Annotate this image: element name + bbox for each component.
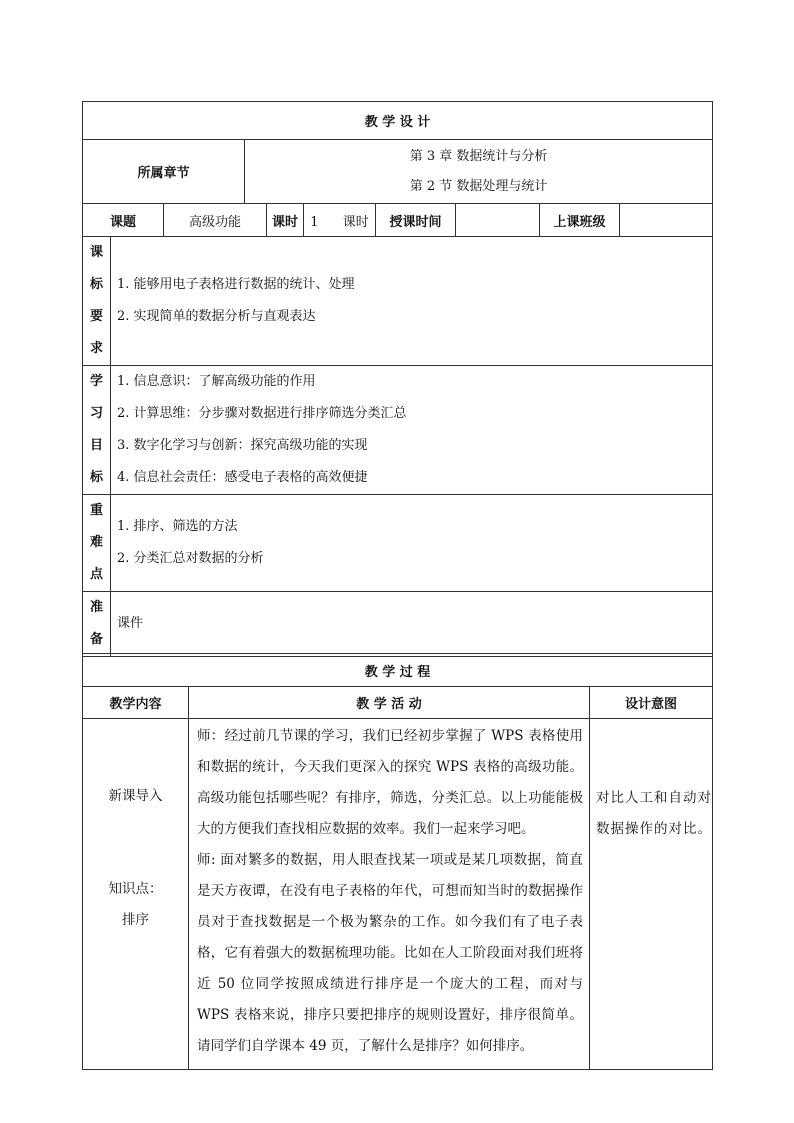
keypoints-label: 重 难 点 bbox=[83, 495, 111, 592]
activity-cell bbox=[189, 719, 590, 1070]
hours-label: 课时 bbox=[267, 204, 304, 237]
activity-paragraph-2: 师: 面对繁多的数据，用人眼查找某一项或是某几项数据，简直是天方夜谭，在没有电子表格的年代，可想而知当时的数据操作员对于查找数据是一个极为繁杂的工作。如今我们有了电子表格，它有着强大的数据梳理功能。比如在人工阶段面对我们班将近 50 位同学按照成绩进行排序是一个庞大的工程，而对与 WPS 表格来说，排序只要把排序的规则设置好，排序很简单。请同学们自学课本 49 页，了解什么是排序？如何排序。 bbox=[197, 852, 583, 1054]
content-cell bbox=[83, 719, 189, 1070]
content-intro: 新课导入 bbox=[108, 788, 163, 804]
chapter-value bbox=[245, 140, 713, 204]
process-title: 教 学 过 程 bbox=[83, 654, 713, 687]
objectives-label: 学 习 目 标 bbox=[83, 366, 111, 495]
topic-label: 课题 bbox=[83, 204, 164, 237]
activity-paragraph-1: 师：经过前几节课的学习，我们已经初步掌握了 WPS 表格使用和数据的统计，今天我们更深入的探究 WPS 表格的高级功能。高级功能包括哪些呢？有排序，筛选，分类汇总。以上功能能极大的方便我们查找相应数据的效率。我们一起来学习吧。 bbox=[197, 728, 583, 837]
standards-item: 2. 实现简单的数据分析与直观表达 bbox=[117, 309, 316, 324]
class-label: 上课班级 bbox=[540, 204, 620, 237]
process-table bbox=[82, 653, 713, 1070]
chapter-line-1: 第 3 章 数据统计与分析 bbox=[409, 148, 548, 164]
keypoints-content bbox=[111, 495, 713, 592]
standards-item: 1. 能够用电子表格进行数据的统计、处理 bbox=[117, 277, 355, 292]
col-header-content: 教学内容 bbox=[83, 687, 189, 719]
prep-value: 课件 bbox=[111, 592, 713, 657]
col-header-intent: 设计意图 bbox=[590, 687, 713, 719]
keypoints-item: 2. 分类汇总对数据的分析 bbox=[117, 551, 264, 566]
chapter-line-2: 第 2 节 数据处理与统计 bbox=[409, 178, 548, 194]
design-title: 教 学 设 计 bbox=[83, 102, 713, 140]
objectives-item: 3. 数字化学习与创新：探究高级功能的实现 bbox=[117, 438, 368, 453]
keypoints-item: 1. 排序、筛选的方法 bbox=[117, 519, 238, 534]
chapter-label: 所属章节 bbox=[83, 140, 245, 204]
class-value bbox=[620, 204, 713, 237]
topic-value: 高级功能 bbox=[164, 204, 267, 237]
hours-unit: 课时 bbox=[342, 214, 369, 230]
time-label: 授课时间 bbox=[376, 204, 456, 237]
hours-number: 1 bbox=[310, 214, 319, 230]
intent-cell: 对比人工和自动对数据操作的对比。 bbox=[590, 719, 713, 1070]
objectives-item: 4. 信息社会责任：感受电子表格的高效便捷 bbox=[117, 470, 368, 485]
lesson-info-table bbox=[82, 101, 713, 657]
col-header-activity: 教 学 活 动 bbox=[189, 687, 590, 719]
content-knowledge-label: 知识点： bbox=[108, 881, 163, 897]
time-value bbox=[456, 204, 540, 237]
hours-value bbox=[304, 204, 376, 237]
standards-label: 课 标 要 求 bbox=[83, 237, 111, 366]
objectives-content bbox=[111, 366, 713, 495]
objectives-item: 1. 信息意识：了解高级功能的作用 bbox=[117, 374, 316, 389]
objectives-item: 2. 计算思维：分步骤对数据进行排序筛选分类汇总 bbox=[117, 406, 407, 421]
prep-label: 准 备 bbox=[83, 592, 111, 657]
standards-content bbox=[111, 237, 713, 366]
content-topic: 排序 bbox=[122, 912, 149, 928]
